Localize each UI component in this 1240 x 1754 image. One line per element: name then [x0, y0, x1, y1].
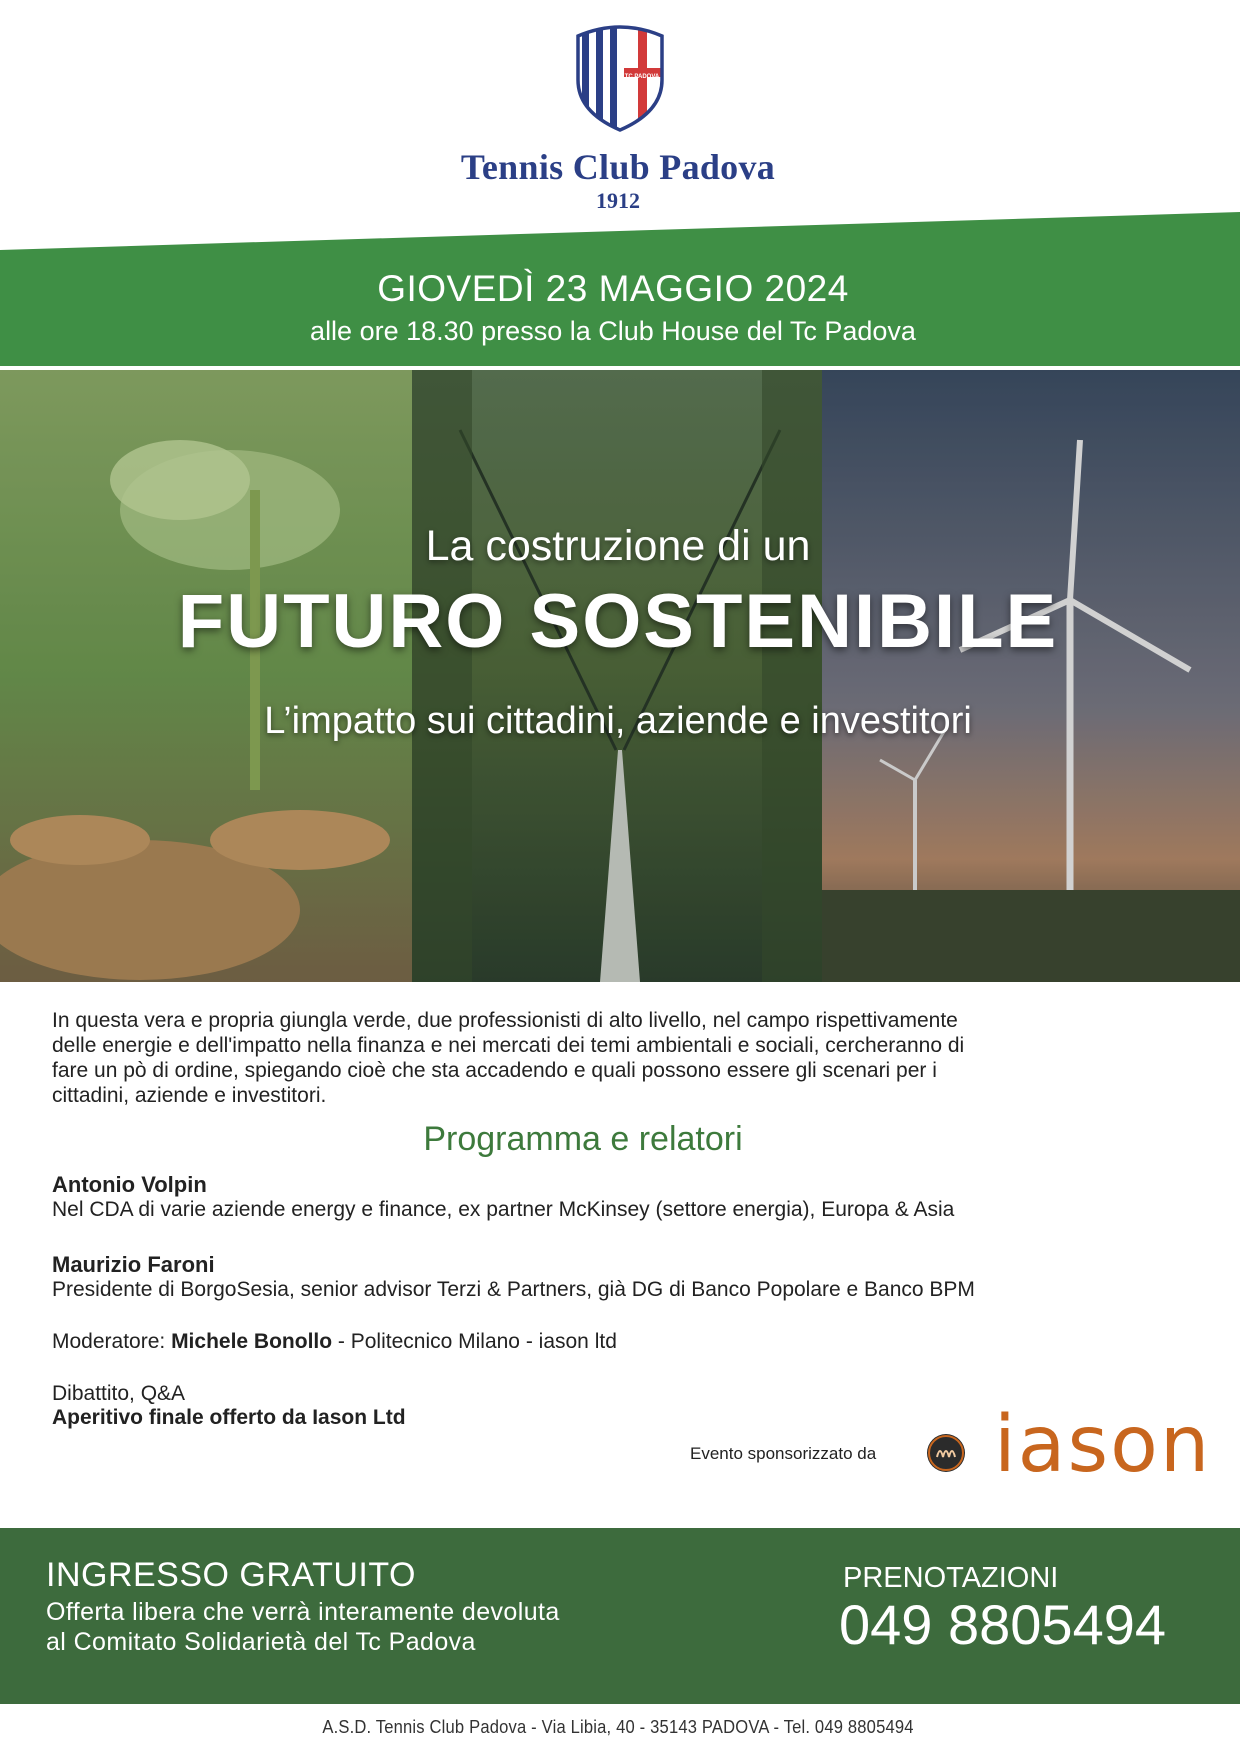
iason-logo-icon	[926, 1433, 966, 1473]
intro-line: fare un pò di ordine, spiegando cioè che sta accadendo e quali possono essere gli scenari per i	[52, 1059, 937, 1082]
offerta-line: al Comitato Solidarietà del Tc Padova	[46, 1628, 476, 1656]
speaker-name: Antonio Volpin	[52, 1172, 207, 1197]
debate-line: Dibattito, Q&A	[52, 1382, 186, 1405]
intro-line: In questa vera e propria giungla verde, due professionisti di alto livello, nel campo rispettivamente	[52, 1009, 958, 1032]
club-shield-logo	[574, 24, 666, 132]
event-date: GIOVEDÌ 23 MAGGIO 2024	[377, 268, 849, 309]
intro-line: cittadini, aziende e investitori.	[52, 1084, 327, 1107]
speaker-role: Nel CDA di varie aziende energy e finance, ex partner McKinsey (settore energia), Europa & Asia	[52, 1198, 955, 1221]
sponsor-brand: iason	[994, 1400, 1212, 1490]
moderator-label: Moderatore:	[52, 1330, 172, 1353]
hero-image	[0, 370, 1240, 982]
moderator-name: Michele Bonollo	[171, 1330, 333, 1353]
hero-collage	[0, 370, 1240, 982]
hero-title: FUTURO SOSTENIBILE	[177, 579, 1059, 664]
aperitivo-line: Aperitivo finale offerto da Iason Ltd	[52, 1406, 406, 1429]
offerta-line: Offerta libera che verrà interamente devoluta	[46, 1598, 560, 1626]
svg-text:TC PADOVA: TC PADOVA	[624, 74, 660, 80]
club-name: Tennis Club Padova	[460, 147, 776, 187]
hero-subtitle: L’impatto sui cittadini, aziende e investitori	[264, 700, 972, 742]
event-time-place: alle ore 18.30 presso la Club House del Tc Padova	[310, 316, 916, 346]
prenotazioni-phone[interactable]: 049 8805494	[839, 1593, 1167, 1656]
intro-paragraph	[52, 1008, 1192, 1108]
ingresso-heading: INGRESSO GRATUITO	[46, 1556, 416, 1594]
prenotazioni-label: PRENOTAZIONI	[843, 1562, 1059, 1594]
program-heading: Programma e relatori	[423, 1120, 743, 1158]
club-year: 1912	[596, 188, 640, 213]
moderator-affiliation: - Politecnico Milano - iason ltd	[332, 1330, 617, 1353]
speaker-role: Presidente di BorgoSesia, senior advisor Terzi & Partners, già DG di Banco Popolare e Banco BPM	[52, 1278, 975, 1301]
speaker-name: Maurizio Faroni	[52, 1252, 215, 1277]
sponsor-label: Evento sponsorizzato da	[690, 1444, 877, 1463]
hero-pretitle: La costruzione di un	[425, 522, 811, 570]
footer-address: A.S.D. Tennis Club Padova - Via Libia, 40 - 35143 PADOVA - Tel. 049 8805494	[322, 1717, 914, 1737]
moderator-line	[52, 1330, 617, 1354]
intro-line: delle energie e dell'impatto nella finanza e nei mercati dei temi ambientali e sociali, cercheranno di	[52, 1034, 965, 1057]
